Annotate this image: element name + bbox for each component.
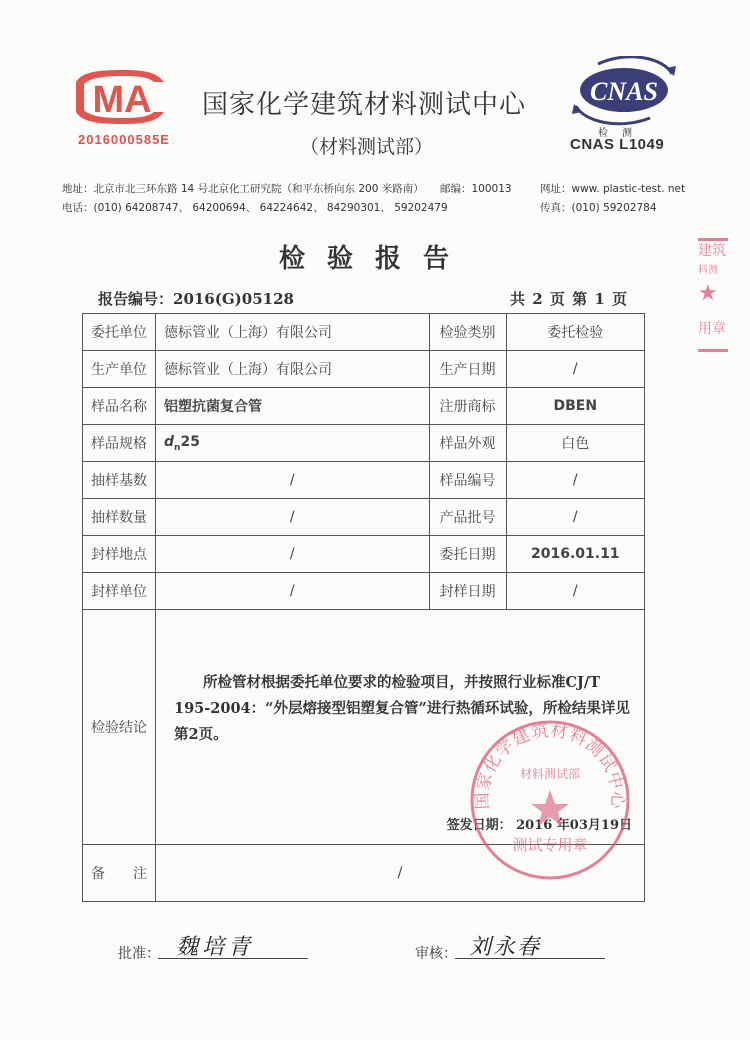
field-label: 样品外观 [429, 425, 506, 462]
field-value: / [506, 351, 644, 388]
org-name: 国家化学建筑材料测试中心 [202, 90, 527, 120]
field-value: / [506, 573, 644, 610]
field-value: 德标管业（上海）有限公司 [156, 314, 430, 351]
report-number: 报告编号：2016(G)05128 [98, 290, 294, 308]
review-signature: 刘永春 [469, 935, 542, 960]
conclusion-label: 检验结论 [83, 610, 156, 845]
field-label: 抽样数量 [83, 499, 156, 536]
field-label: 检验类别 [429, 314, 506, 351]
approve-signature: 魏培青 [176, 935, 255, 960]
field-label: 产品批号 [429, 499, 506, 536]
field-value: 白色 [506, 425, 644, 462]
phone: 电话：(010) 64208747、 64200694、 64224642、 84290301、 59202479 [62, 202, 448, 214]
cnas-chinese-label: 检测 [598, 128, 646, 139]
field-value [156, 425, 430, 462]
field-value: DBEN [506, 388, 644, 425]
field-value: 委托检验 [506, 314, 644, 351]
table-row [83, 573, 645, 610]
table-row [83, 388, 645, 425]
address: 地址：北京市北三环东路 14 号北京化工研究院（和平东桥向东 200 米路南） [62, 183, 424, 195]
svg-text:国家化学建筑材料测试中心: 国家化学建筑材料测试中心 [472, 720, 628, 810]
cma-logo-icon [68, 68, 176, 126]
table-row [83, 499, 645, 536]
field-label: 抽样基数 [83, 462, 156, 499]
postcode: 邮编：100013 [440, 183, 512, 195]
review-signature-line [455, 930, 605, 959]
field-label: 封样地点 [83, 536, 156, 573]
field-value: / [156, 499, 430, 536]
remark-label-b: 注 [133, 866, 147, 882]
side-stamp-text: 料测 [698, 265, 718, 276]
approve-label: 批准： [118, 946, 160, 962]
field-value: 2016.01.11 [506, 536, 644, 573]
field-value: / [506, 462, 644, 499]
remark-label [83, 845, 156, 902]
star-icon: ★ [698, 281, 718, 306]
side-stamp-fragment [698, 238, 728, 388]
table-row [83, 536, 645, 573]
page-info: 共 2 页 第 1 页 [510, 290, 628, 308]
field-label: 封样日期 [429, 573, 506, 610]
table-row [83, 425, 645, 462]
table-row [83, 314, 645, 351]
field-value: 德标管业（上海）有限公司 [156, 351, 430, 388]
fax: 传真：(010) 59202784 [540, 202, 657, 214]
approve-signature-line [158, 930, 308, 959]
svg-text:材料测试部: 材料测试部 [519, 767, 581, 781]
spec-prefix: d [164, 433, 175, 450]
review-label: 审核： [415, 946, 457, 962]
field-value: / [156, 462, 430, 499]
remark-label-a: 备 [91, 866, 105, 882]
website: 网址：www. plastic-test. net [540, 183, 686, 195]
field-label: 委托单位 [83, 314, 156, 351]
official-stamp-icon [468, 718, 632, 882]
cnas-code: CNAS L1049 [570, 136, 665, 153]
field-label: 样品名称 [83, 388, 156, 425]
report-title: 检验报告 [278, 244, 471, 274]
table-row [83, 351, 645, 388]
spec-subscript: n [174, 442, 181, 453]
field-label: 生产日期 [429, 351, 506, 388]
svg-text:CNAS: CNAS [590, 77, 658, 106]
field-value: / [156, 536, 430, 573]
field-label: 注册商标 [429, 388, 506, 425]
field-value: / [506, 499, 644, 536]
svg-text:MA: MA [92, 79, 152, 121]
conclusion-text: 所检管材根据委托单位要求的检验项目，并按照行业标准CJ/T 195-2004：“外层熔接型铝塑复合管”进行热循环试验，所检结果详见第2页。 [174, 674, 630, 743]
field-label: 样品规格 [83, 425, 156, 462]
sign-date: 签发日期： 2016 年03月19日 [446, 818, 632, 833]
cma-code: 2016000585E [78, 132, 170, 147]
table-row [83, 462, 645, 499]
side-stamp-text: 建筑 [698, 243, 726, 259]
org-subtitle: （材料测试部） [300, 136, 434, 158]
spec-value: 25 [180, 433, 200, 450]
field-value: / [156, 573, 430, 610]
field-label: 生产单位 [83, 351, 156, 388]
field-label: 样品编号 [429, 462, 506, 499]
side-stamp-text: 用章 [698, 321, 726, 337]
field-label: 封样单位 [83, 573, 156, 610]
svg-text:测试专用章: 测试专用章 [512, 836, 588, 854]
field-label: 委托日期 [429, 536, 506, 573]
remark-value: / [156, 845, 645, 902]
field-value: 铝塑抗菌复合管 [156, 388, 430, 425]
